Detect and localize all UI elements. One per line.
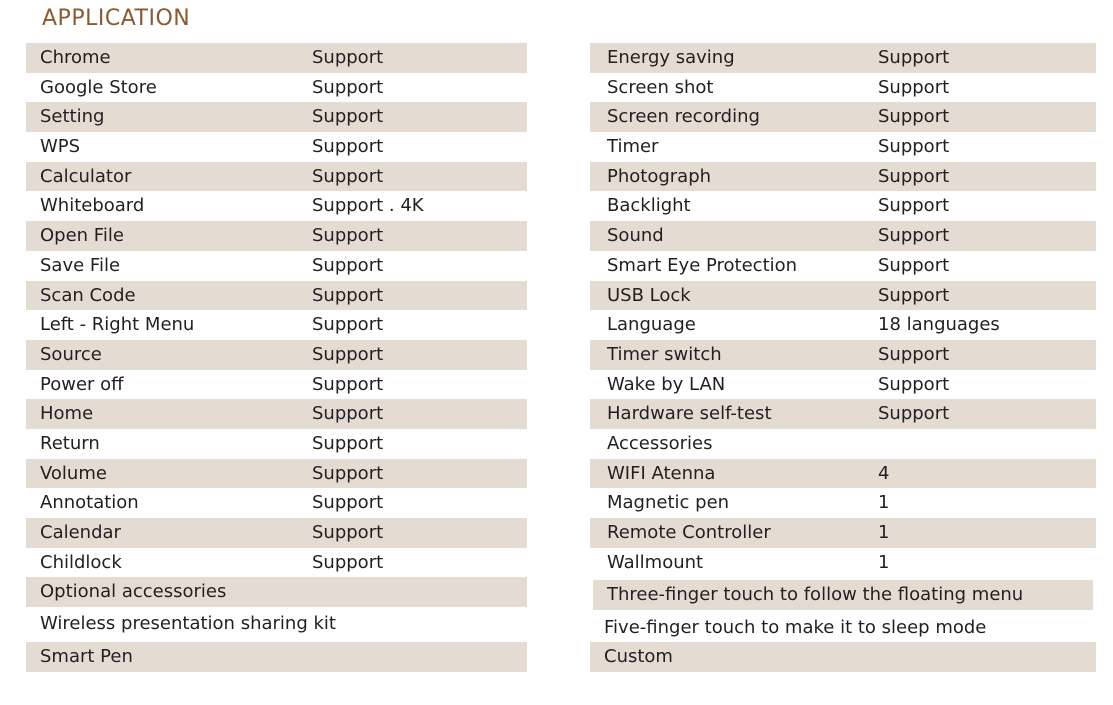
row-label: Energy saving <box>607 47 735 68</box>
row-value: Support <box>878 76 950 98</box>
table-row <box>590 642 1096 672</box>
table-row <box>590 340 1096 370</box>
row-value: Support <box>878 225 950 247</box>
table-row <box>26 191 527 221</box>
row-value: Support <box>312 462 384 484</box>
row-label: Language <box>607 314 696 336</box>
row-label: Timer <box>607 136 659 158</box>
table-row <box>26 642 527 672</box>
row-value: Support <box>312 373 384 395</box>
row-value: Support <box>312 106 384 128</box>
table-row <box>593 580 1093 610</box>
table-row <box>26 43 527 73</box>
table-row <box>590 518 1096 548</box>
row-value: 18 languages <box>878 314 1000 336</box>
row-value: Support <box>312 551 384 573</box>
row-label: Google Store <box>40 76 157 98</box>
table-row <box>590 191 1096 221</box>
row-label: Calculator <box>40 165 132 187</box>
table-row <box>590 613 1096 643</box>
row-value: Support <box>878 343 950 365</box>
row-label: Optional accessories <box>40 581 227 603</box>
table-row <box>26 518 527 548</box>
right-extra-row <box>590 613 1096 643</box>
table-row <box>26 548 527 578</box>
table-row <box>26 73 527 103</box>
row-label: Save File <box>40 254 121 276</box>
table-row <box>590 73 1096 103</box>
row-label: Chrome <box>40 47 111 68</box>
row-value: Support <box>878 165 950 187</box>
row-value: Support <box>312 343 384 365</box>
table-row <box>26 577 527 607</box>
row-label: WPS <box>40 136 81 158</box>
row-value: Support <box>878 254 950 276</box>
row-label: Screen recording <box>607 106 760 128</box>
table-row <box>26 459 527 489</box>
row-label: Smart Pen <box>40 646 133 667</box>
row-label: Timer switch <box>607 343 722 365</box>
row-value: 1 <box>878 492 890 514</box>
row-label: Return <box>40 432 100 454</box>
table-row <box>590 399 1096 429</box>
table-row <box>590 281 1096 311</box>
row-value: Support <box>878 195 950 217</box>
table-row <box>590 459 1096 489</box>
row-label: Wireless presentation sharing kit <box>40 613 336 634</box>
left-spec-table <box>26 43 527 607</box>
row-label: Screen shot <box>607 76 714 98</box>
row-label: USB Lock <box>607 284 691 306</box>
row-label: Smart Eye Protection <box>607 254 798 276</box>
table-row <box>26 399 527 429</box>
table-row <box>26 310 527 340</box>
row-value: 1 <box>878 551 890 573</box>
row-label: Magnetic pen <box>607 492 730 514</box>
table-row <box>590 310 1096 340</box>
row-label: Calendar <box>40 522 121 543</box>
left-extra-row <box>26 642 527 672</box>
row-value: Support <box>312 492 384 514</box>
section-title: APPLICATION <box>42 6 191 31</box>
row-label: Wake by LAN <box>607 373 726 395</box>
table-row <box>26 162 527 192</box>
row-value: Support <box>878 136 950 158</box>
row-label: Backlight <box>607 195 691 217</box>
row-value: Support <box>312 136 384 158</box>
table-row <box>26 429 527 459</box>
row-label: Wallmount <box>607 551 704 573</box>
row-label: Home <box>40 403 94 425</box>
row-value: Support <box>312 76 384 98</box>
table-row <box>590 429 1096 459</box>
row-value: Support <box>312 284 384 306</box>
row-label: Remote Controller <box>607 522 771 543</box>
row-value: 4 <box>878 462 890 484</box>
row-value: Support <box>878 403 950 425</box>
table-row <box>590 370 1096 400</box>
table-row <box>26 488 527 518</box>
row-label: Accessories <box>607 432 713 454</box>
row-value: Support <box>878 47 950 68</box>
row-value: Support <box>878 373 950 395</box>
table-row <box>26 370 527 400</box>
row-value: Support <box>878 284 950 306</box>
table-row <box>590 251 1096 281</box>
row-value: Support <box>312 314 384 336</box>
row-label: Source <box>40 343 102 365</box>
table-row <box>590 488 1096 518</box>
row-value: Support . 4K <box>312 195 424 217</box>
row-value: 1 <box>878 522 890 543</box>
row-label: WIFI Atenna <box>607 462 716 484</box>
row-label: Whiteboard <box>40 195 145 217</box>
row-value: Support <box>312 403 384 425</box>
table-row <box>590 43 1096 73</box>
row-label: Photograph <box>607 165 712 187</box>
right-spec-table <box>590 43 1096 577</box>
left-extra-row <box>26 609 527 639</box>
row-value: Support <box>312 522 384 543</box>
row-label: Three-finger touch to follow the floating menu <box>607 584 1024 605</box>
table-row <box>26 132 527 162</box>
row-value: Support <box>312 225 384 247</box>
row-value: Support <box>312 165 384 187</box>
row-label: Volume <box>40 462 107 484</box>
row-label: Sound <box>607 225 664 247</box>
row-label: Setting <box>40 106 105 128</box>
row-label: Hardware self-test <box>607 403 772 425</box>
row-label: Left - Right Menu <box>40 314 195 336</box>
row-label: Custom <box>604 646 673 667</box>
row-label: Five-finger touch to make it to sleep mode <box>604 617 987 638</box>
table-row <box>590 132 1096 162</box>
row-value: Support <box>312 254 384 276</box>
row-label: Childlock <box>40 551 122 573</box>
row-value: Support <box>312 47 384 68</box>
table-row <box>26 340 527 370</box>
row-value: Support <box>878 106 950 128</box>
table-row <box>590 162 1096 192</box>
table-row <box>26 251 527 281</box>
table-row <box>590 221 1096 251</box>
row-label: Power off <box>40 373 124 395</box>
right-extra-row <box>590 642 1096 672</box>
table-row <box>590 548 1096 578</box>
table-row <box>590 102 1096 132</box>
right-extra-row <box>590 580 1096 610</box>
table-row <box>26 609 527 639</box>
row-label: Scan Code <box>40 284 136 306</box>
table-row <box>26 221 527 251</box>
table-row <box>26 102 527 132</box>
row-label: Open File <box>40 225 124 247</box>
row-label: Annotation <box>40 492 139 514</box>
table-row <box>26 281 527 311</box>
row-value: Support <box>312 432 384 454</box>
